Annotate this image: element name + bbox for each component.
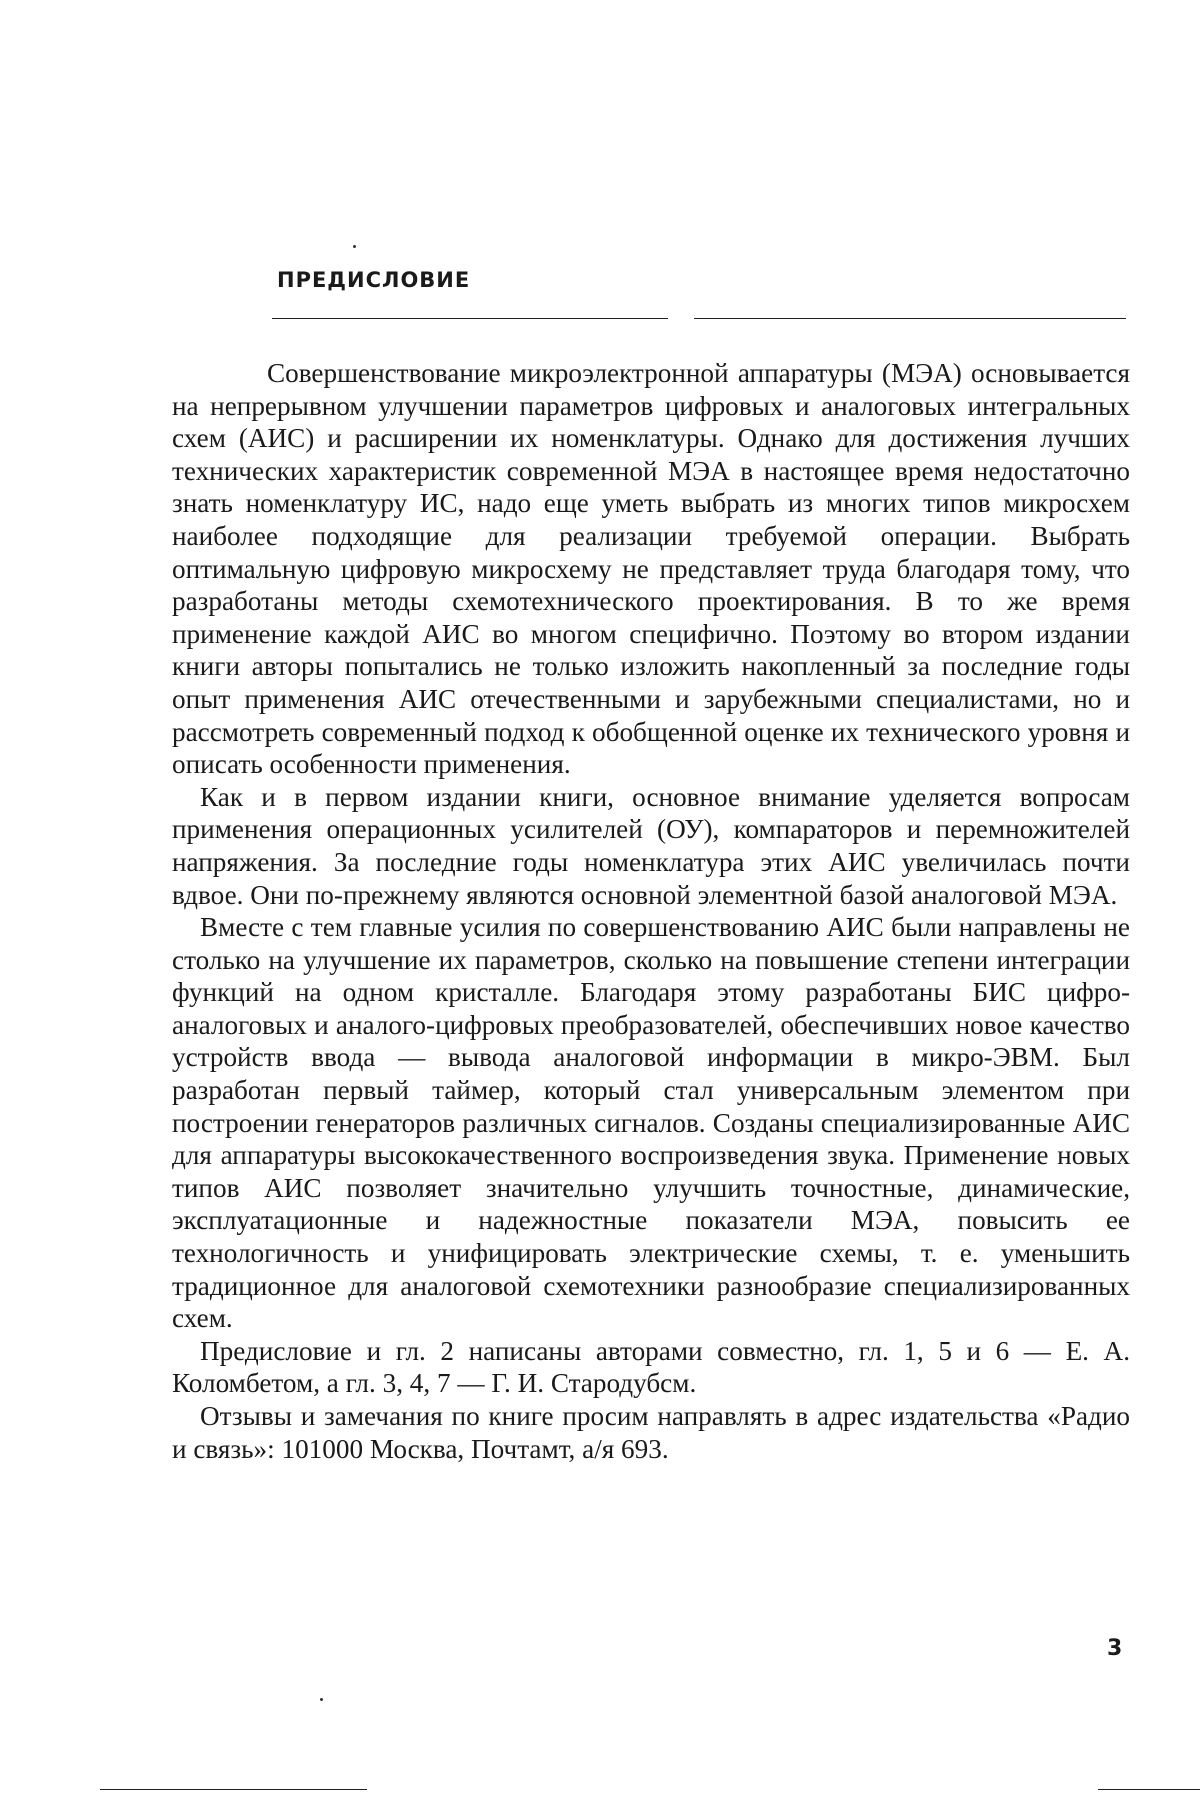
paragraph-1: Совершенствование микроэлектронной аппаратуры (МЭА) основывается на непрерывном улучшении параметров цифровых и аналоговых интегральных схем (АИС) и расширении их номенклатуры. Однако для достижения лучших технических характеристик современной МЭА в настоящее время недостаточно знать номенклатуру ИС, надо еще уметь выбрать из многих типов микросхем наиболее подходящие для реализации требуемой операции. Выбрать оптимальную цифровую микросхему не представляет труда благодаря тому, что разработаны методы схемотехнического проектирования. В то же время применение каждой АИС во многом специфично. Поэтому во втором издании книги авторы попытались не только изложить накопленный за последние годы опыт применения АИС отечественными и зарубежными специалистами, но и рассмотреть современный подход к обобщенной оценке их технического уровня и описать особенности применения.	[172, 357, 1130, 781]
header-rule-left	[272, 318, 668, 319]
paragraph-2: Как и в первом издании книги, основное внимание уделяется вопросам применения операционных усилителей (ОУ), компараторов и перемножителей напряжения. За последние годы номенклатура этих АИС увеличилась почти вдвое. Они по-прежнему являются основной элементной базой аналоговой МЭА.	[172, 781, 1130, 911]
book-page	[0, 0, 1200, 1801]
print-speck	[353, 245, 356, 248]
paragraph-3: Вместе с тем главные усилия по совершенствованию АИС были направлены не столько на улучшение их параметров, сколько на повышение степени интеграции функций на одном кристалле. Благодаря этому разработаны БИС цифро-аналоговых и аналого-цифровых преобразователей, обеспечивших новое качество устройств ввода — вывода аналоговой информации в микро-ЭВМ. Был разработан первый таймер, который стал универсальным элементом при построении генераторов различных сигналов. Созданы специализированные АИС для аппаратуры высококачественного воспроизведения звука. Применение новых типов АИС позволяет значительно улучшить точностные, динамические, эксплуатационные и надежностные показатели МЭА, повысить ее технологичность и унифицировать электрические схемы, т. е. уменьшить традиционное для аналоговой схемотехники разнообразие специализированных схем.	[172, 911, 1130, 1335]
footer-rule-right	[1098, 1789, 1200, 1790]
page-title: ПРЕДИСЛОВИЕ	[277, 268, 470, 292]
footer-rule-left	[100, 1789, 367, 1790]
print-speck	[320, 1698, 323, 1701]
paragraph-5: Отзывы и замечания по книге просим направлять в адрес издательства «Радио и связь»: 101000 Москва, Почтамт, а/я 693.	[172, 1400, 1130, 1465]
header-rule-right	[694, 318, 1126, 319]
paragraph-4: Предисловие и гл. 2 написаны авторами совместно, гл. 1, 5 и 6 — Е. А. Коломбетом, а гл. 3, 4, 7 — Г. И. Стародубсм.	[172, 1335, 1130, 1400]
preface-text	[172, 357, 1130, 1465]
page-number: 3	[1107, 1636, 1122, 1661]
